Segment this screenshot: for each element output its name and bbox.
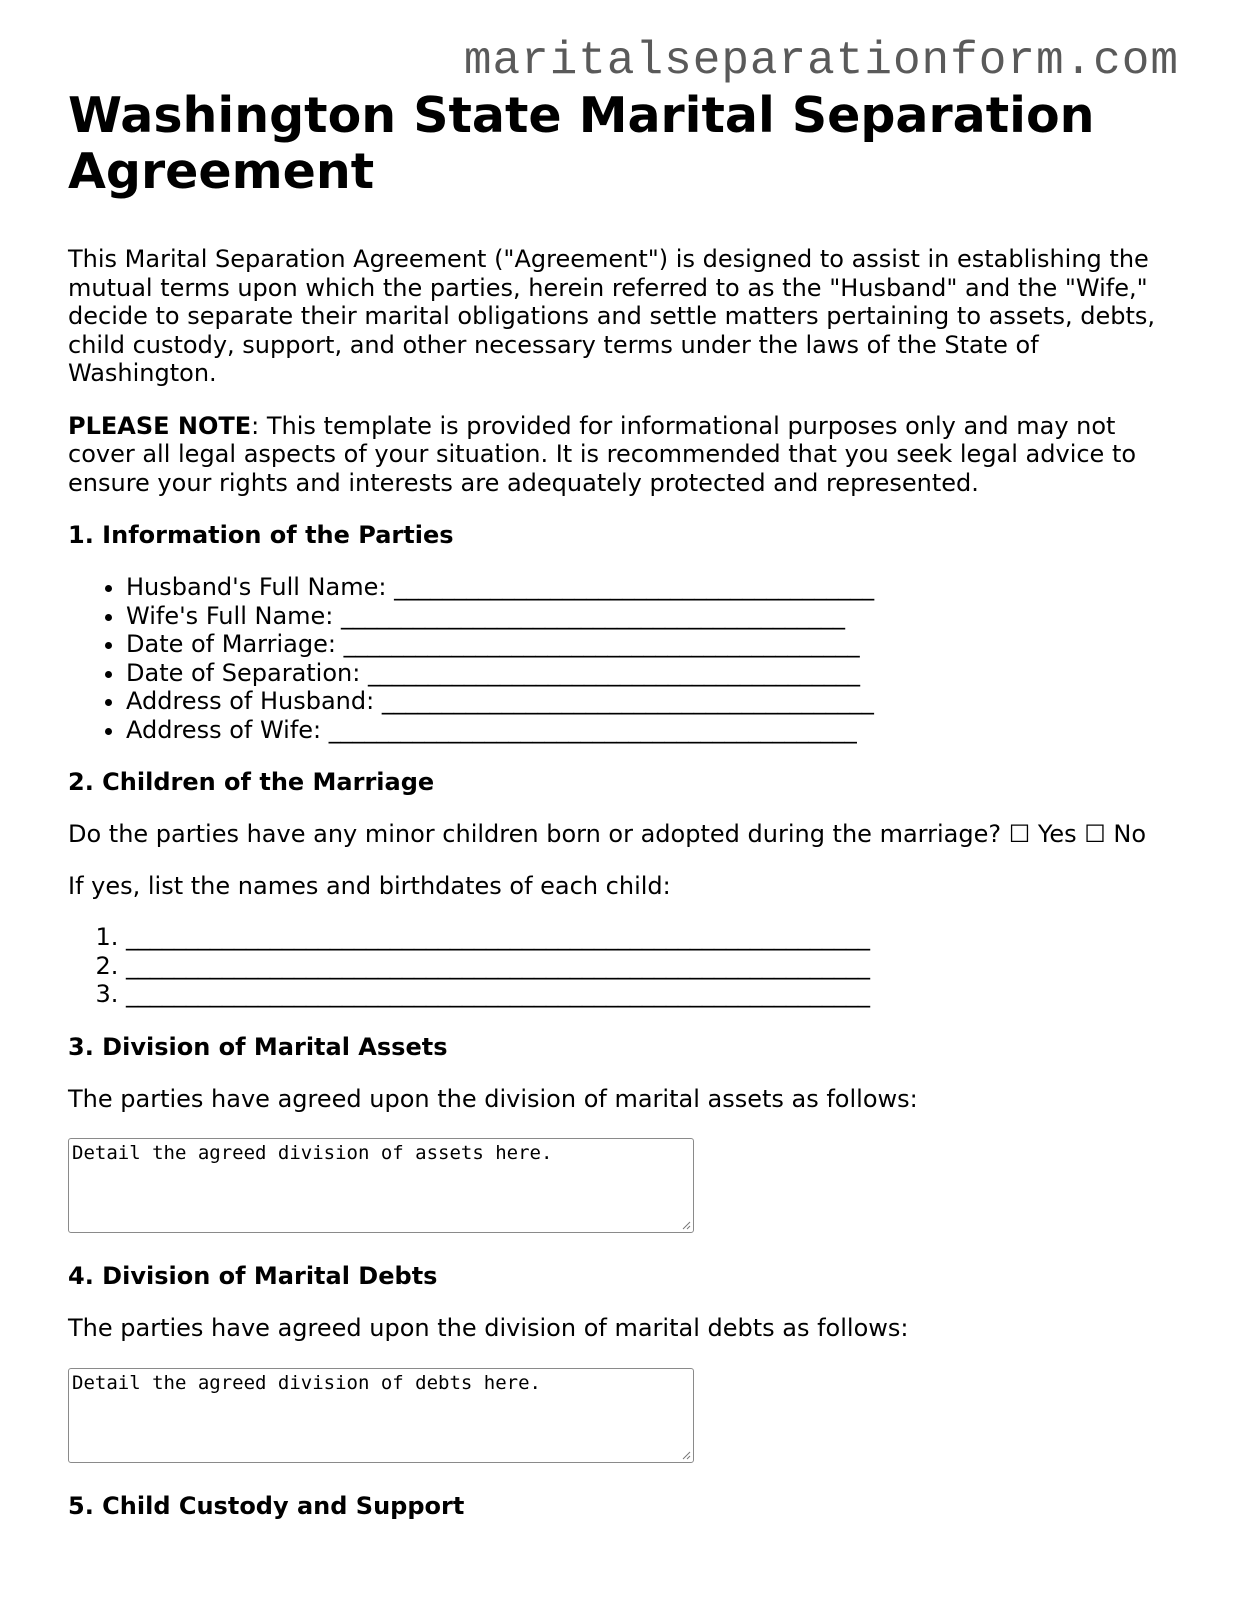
children-question[interactable]: Do the parties have any minor children born or adopted during the marriage? ☐ Yes ☐ No xyxy=(68,820,1147,848)
wife-name-field[interactable]: • Wife's Full Name: __________________________________________ xyxy=(126,602,1178,631)
section-heading-assets: 3. Division of Marital Assets xyxy=(68,1032,448,1061)
section-heading-custody: 5. Child Custody and Support xyxy=(68,1491,465,1520)
debts-textarea-placeholder: Detail the agreed division of debts here. xyxy=(72,1371,541,1394)
children-instruction: If yes, list the names and birthdates of each child: xyxy=(68,871,671,900)
assets-textarea-placeholder: Detail the agreed division of assets here. xyxy=(72,1142,553,1164)
section-heading-parties: 1. Information of the Parties xyxy=(68,521,454,549)
parties-list xyxy=(68,573,1178,744)
resize-grip-icon[interactable] xyxy=(681,1220,691,1230)
page-title: Washington State Marital Separation Agreement xyxy=(68,87,1095,200)
children-list xyxy=(68,923,1178,1009)
child-line-field[interactable]: 1. ______________________________________________________________ xyxy=(126,923,1178,952)
marriage-date-field[interactable]: • Date of Marriage: ___________________________________________ xyxy=(126,630,1178,659)
watermark: maritalseparationform.com xyxy=(463,35,1179,87)
section-heading-debts: 4. Division of Marital Debts xyxy=(68,1262,438,1290)
separation-date-field[interactable]: • Date of Separation: _________________________________________ xyxy=(126,659,1178,688)
intro-paragraph: This Marital Separation Agreement ("Agreement") is designed to assist in establishing the mutual terms upon which the parties, herein referred to as the "Husband" and the "Wife," decide to separate their marital obligations and settle matters pertaining to assets, debts, child custody, support, and other necessary terms under the laws of the State of Washington. xyxy=(68,245,1156,387)
debts-textarea[interactable] xyxy=(68,1368,694,1463)
husband-name-field[interactable]: • Husband's Full Name: ________________________________________ xyxy=(126,573,1178,602)
child-line-field[interactable]: 3. ______________________________________________________________ xyxy=(126,980,1178,1009)
child-line-field[interactable]: 2. ______________________________________________________________ xyxy=(126,952,1178,981)
document-body xyxy=(68,88,1178,1520)
note-text: : This template is provided for informational purposes only and may not cover all legal aspects of your situation. It is recommended that you seek legal advice to ensure your rights and interests are adequately protected and represented. xyxy=(68,411,1137,497)
assets-description: The parties have agreed upon the division of marital assets as follows: xyxy=(68,1084,918,1113)
assets-textarea[interactable] xyxy=(68,1138,694,1233)
resize-grip-icon[interactable] xyxy=(681,1450,691,1460)
section-heading-children: 2. Children of the Marriage xyxy=(68,768,435,796)
note-label: PLEASE NOTE xyxy=(68,411,252,440)
husband-address-field[interactable]: • Address of Husband: _________________________________________ xyxy=(126,687,1178,716)
note-paragraph xyxy=(68,412,1178,498)
wife-address-field[interactable]: • Address of Wife: ____________________________________________ xyxy=(126,716,1178,745)
debts-description: The parties have agreed upon the division of marital debts as follows: xyxy=(68,1314,909,1342)
